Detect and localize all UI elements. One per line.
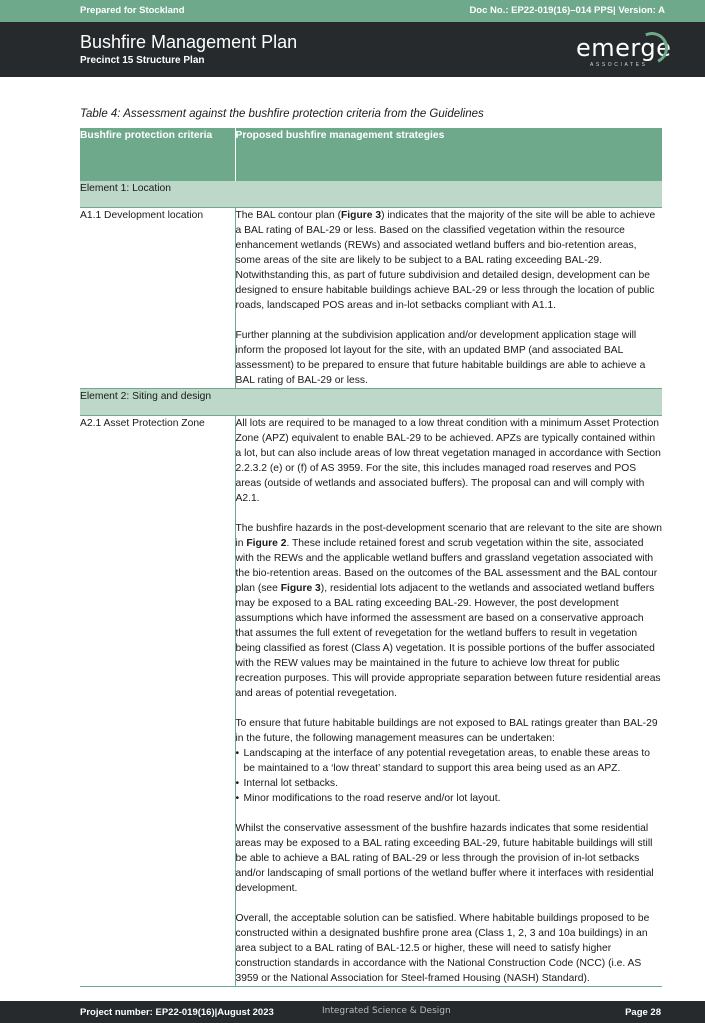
figure-reference: Figure 2 — [246, 537, 287, 549]
page-number: Page 28 — [625, 1007, 661, 1018]
text: ) indicates that the majority of the site will be able to achieve a BAL rating of BAL-29 or less. Based on the classified vegetation within the resource enhancement wetlands (REWs) and associated wetland buffers and bio-retention areas, some areas of the site are likely to be subject to a BAL rating exceeding BAL-29. Notwithstanding this, as part of future subdivision and detailed design, development can be designed to ensure habitable buildings achieve BAL-29 or less through the location of public roads, landscaped POS areas and in-lot setbacks compliant with A1.1. — [235, 209, 656, 311]
element-1-label: Element 1: Location — [80, 180, 662, 207]
figure-reference: Figure 3 — [280, 582, 321, 594]
element-row — [80, 388, 662, 415]
element-2-label: Element 2: Siting and design — [80, 388, 662, 415]
text: The bushfire hazards in the post-development scenario that are relevant to the site are shown in — [235, 522, 662, 549]
table-row — [80, 207, 662, 388]
document-number: Doc No.: EP22-019(16)–014 PPS| Version: A — [469, 5, 665, 16]
paragraph: To ensure that future habitable buildings are not exposed to BAL ratings greater than BAL-29 in the future, the following management measures can be undertaken: — [235, 717, 658, 744]
measures-list — [236, 746, 663, 806]
logo-wordmark: emerge — [576, 34, 672, 62]
figure-reference: Figure 3 — [341, 209, 382, 221]
emerge-logo — [576, 34, 672, 70]
paragraph: All lots are required to be managed to a low threat condition with a minimum Asset Protection Zone (APZ) equivalent to enable BAL-29 to be achieved. APZs are typically contained within a lot, but can also include areas of low threat vegetation managed in accordance with Section 2.2.3.2 (e) or (f) of AS 3959. For the site, this includes managed road reserves and POS areas (outside of wetlands and associated buffers). The proposal can and will comply with A2.1. — [235, 417, 661, 504]
criteria-a11: A1.1 Development location — [80, 207, 235, 388]
paragraph: Overall, the acceptable solution can be satisfied. Where habitable buildings proposed to be constructed within a designated bushfire prone area (Class 1, 2, 3 and 10a buildings) in an area subject to a BAL rating of BAL-12.5 or higher, these will need to satisfy higher construction standards in accordance with the National Construction Code (NCC) (i.e. AS 3959 or the National Association for Steel-framed Housing (NASH) Standard). — [235, 912, 650, 984]
text: The BAL contour plan ( — [235, 209, 342, 221]
prepared-for: Prepared for Stockland — [80, 5, 185, 16]
paragraph — [236, 521, 663, 701]
strategy-a11 — [235, 207, 662, 388]
top-bar — [0, 0, 705, 22]
element-row — [80, 180, 662, 207]
list-item: • Minor modifications to the road reserve and/or lot layout. — [236, 791, 663, 806]
logo-subtext: ASSOCIATES — [590, 62, 648, 68]
paragraph — [236, 208, 663, 313]
header-strategies: Proposed bushfire management strategies — [235, 128, 662, 180]
table-header-row — [80, 128, 662, 180]
list-item: • Landscaping at the interface of any potential revegetation areas, to enable these areas to be maintained to a ‘low threat’ standard to support this area being used as an APZ. — [236, 746, 663, 776]
strategy-a21 — [235, 415, 662, 986]
text: ), residential lots adjacent to the wetlands and associated wetland buffers may be exposed to a BAL rating exceeding BAL-29. However, the post development assumptions which have informed the assessment are based on a conservative approach that assumes the full extent of revegetation for the wetland buffers to result in vegetation being classified as forest (Class A) vegetation. It is possible portions of the buffer associated with the REW values may be maintained in the future to achieve low threat for public recreation purposes. This will provide appropriate separation between future residential areas and areas of potential revegetation. — [235, 582, 661, 699]
paragraph: Whilst the conservative assessment of the bushfire hazards indicates that some residential areas may be exposed to a BAL rating exceeding BAL-29, future habitable buildings will still be able to achieve a BAL rating of BAL-29 or less through the provision of in-lot setbacks and/or landscaping of small portions of the wetland buffer where it interfaces with residential development. — [235, 822, 654, 894]
project-number: Project number: EP22-019(16)|August 2023 — [80, 1007, 274, 1018]
list-item: • Internal lot setbacks. — [236, 776, 663, 791]
page-header — [0, 22, 705, 77]
footer-tagline: Integrated Science & Design — [322, 1006, 451, 1016]
document-subtitle: Precinct 15 Structure Plan — [80, 55, 205, 66]
assessment-table — [80, 128, 662, 987]
paragraph: Further planning at the subdivision application and/or development application stage will inform the proposed lot layout for the site, with an updated BMP (and associated BAL assessment) to be prepared to ensure that future habitable buildings are able to achieve a BAL rating of BAL-29 or less. — [235, 329, 646, 386]
table-row — [80, 415, 662, 986]
header-criteria: Bushfire protection criteria — [80, 128, 235, 180]
document-title: Bushfire Management Plan — [80, 32, 298, 52]
criteria-a21: A2.1 Asset Protection Zone — [80, 415, 235, 986]
table-caption: Table 4: Assessment against the bushfire protection criteria from the Guidelines — [80, 108, 484, 120]
text: . These include retained forest and scrub vegetation within the site, associated with the REWs and the applicable wetland buffers and grassland vegetation associated with the bio-retention areas. Based on the outcomes of the BAL assessment and the BAL contour plan (see — [235, 537, 658, 594]
page-footer — [0, 1001, 705, 1023]
